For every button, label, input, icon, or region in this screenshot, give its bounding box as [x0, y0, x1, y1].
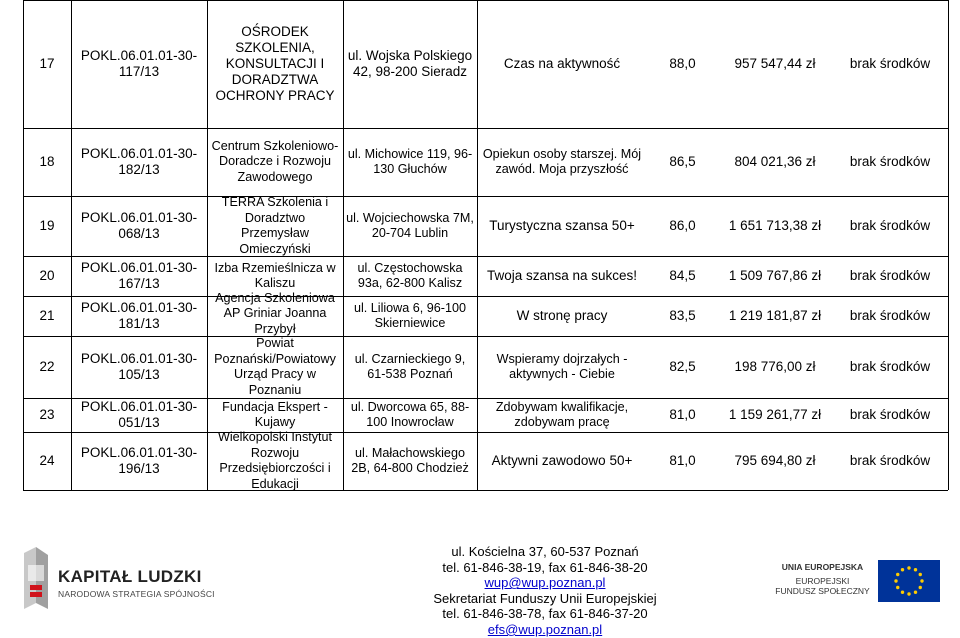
project-title: Turystyczna szansa 50+ — [489, 218, 635, 233]
organization-name: TERRA Szkolenia i Doradztwo Przemysław Omieczyński — [221, 195, 329, 256]
amount: 795 694,80 zł — [734, 453, 816, 468]
amount: 1 219 181,87 zł — [728, 308, 822, 323]
footer-secretariat-phone: tel. 61-846-38-78, fax 61-846-37-20 — [442, 606, 648, 622]
organization-name: Centrum Szkoleniowo-Doradcze i Rozwoju Zawodowego — [211, 138, 339, 184]
row-number: 18 — [39, 154, 55, 169]
status: brak środków — [849, 154, 931, 169]
application-code: POKL.06.01.01-30-117/13 — [80, 48, 198, 79]
application-code: POKL.06.01.01-30-068/13 — [80, 210, 198, 241]
status: brak środków — [849, 453, 931, 468]
eu-star-icon — [894, 579, 897, 582]
footer-address: ul. Kościelna 37, 60-537 Poznań — [451, 544, 639, 559]
row-number: 19 — [39, 218, 55, 233]
organization-name: Wielkopolski Instytut Rozwoju Przedsiębiorczości i Edukacji — [217, 430, 333, 491]
kapital-ludzki-subtitle: NARODOWA STRATEGIA SPÓJNOŚCI — [58, 589, 215, 599]
status: brak środków — [849, 359, 931, 374]
row-number: 21 — [39, 308, 55, 323]
footer-email-wup-link[interactable]: wup@wup.poznan.pl — [484, 575, 606, 591]
eu-flag-icon — [878, 560, 940, 602]
application-code: POKL.06.01.01-30-196/13 — [80, 445, 198, 476]
status: brak środków — [849, 268, 931, 283]
eu-star-icon — [901, 568, 904, 571]
organization-address: ul. Czarnieckiego 9, 61-538 Poznań — [354, 351, 466, 381]
application-code: POKL.06.01.01-30-182/13 — [80, 146, 198, 177]
organization-name: Izba Rzemieślnicza w Kaliszu — [214, 260, 336, 290]
organization-name: Fundacja Ekspert - Kujawy — [222, 399, 328, 429]
score: 84,5 — [669, 268, 696, 283]
footer-email-efs-link[interactable]: efs@wup.poznan.pl — [487, 621, 603, 637]
score: 86,0 — [669, 218, 696, 233]
eu-star-icon — [896, 586, 899, 589]
application-code: POKL.06.01.01-30-181/13 — [80, 300, 198, 331]
application-code: POKL.06.01.01-30-105/13 — [80, 351, 198, 382]
project-title: Opiekun osoby starszej. Mój zawód. Moja przyszłość — [482, 146, 642, 176]
row-number: 17 — [39, 56, 55, 71]
eu-star-icon — [907, 566, 910, 569]
row-number: 20 — [39, 268, 55, 283]
row-divider — [23, 490, 948, 491]
kapital-ludzki-logo — [22, 545, 222, 617]
eu-star-icon — [914, 568, 917, 571]
project-title: Twoja szansa na sukces! — [486, 268, 638, 283]
eu-star-icon — [920, 579, 923, 582]
organization-address: ul. Wojska Polskiego 42, 98-200 Sieradz — [347, 48, 473, 79]
eu-star-icon — [896, 573, 899, 576]
eu-star-icon — [919, 573, 922, 576]
status: brak środków — [849, 308, 931, 323]
footer-contact — [360, 544, 730, 638]
organization-address: ul. Dworcowa 65, 88-100 Inowrocław — [350, 399, 470, 429]
project-title: Zdobywam kwalifikacje, zdobywam pracę — [495, 399, 629, 429]
eu-star-icon — [901, 591, 904, 594]
eu-star-icon — [907, 592, 910, 595]
eu-star-icon — [919, 586, 922, 589]
amount: 1 159 261,77 zł — [728, 407, 822, 422]
application-code: POKL.06.01.01-30-167/13 — [80, 260, 198, 291]
amount: 1 651 713,38 zł — [728, 218, 822, 233]
status: brak środków — [849, 56, 931, 71]
amount: 804 021,36 zł — [734, 154, 816, 169]
row-number: 22 — [39, 359, 55, 374]
organization-name: Powiat Poznański/Powiatowy Urząd Pracy w Poznaniu — [214, 336, 336, 397]
project-title: W stronę pracy — [516, 308, 608, 323]
organization-address: ul. Michowice 119, 96-130 Głuchów — [347, 146, 473, 176]
eu-logo — [770, 560, 945, 610]
eu-fund-line1: EUROPEJSKI — [795, 576, 850, 586]
eu-fund-line2: FUNDUSZ SPOŁECZNY — [775, 586, 870, 596]
amount: 198 776,00 zł — [734, 359, 816, 374]
project-title: Aktywni zawodowo 50+ — [491, 453, 633, 468]
project-title: Wspieramy dojrzałych - aktywnych - Ciebie — [496, 351, 628, 381]
eu-title: UNIA EUROPEJSKA — [781, 562, 864, 572]
col-divider — [948, 0, 949, 490]
footer-phone-fax: tel. 61-846-38-19, fax 61-846-38-20 — [442, 559, 648, 575]
footer-secretariat: Sekretariat Funduszy Unii Europejskiej — [433, 590, 657, 606]
kapital-ludzki-title: KAPITAŁ LUDZKI — [58, 567, 202, 586]
amount: 957 547,44 zł — [734, 56, 816, 71]
score: 82,5 — [669, 359, 696, 374]
kapital-ludzki-emblem-icon — [22, 545, 56, 617]
score: 81,0 — [669, 407, 696, 422]
organization-name: OŚRODEK SZKOLENIA, KONSULTACJI I DORADZTWA OCHRONY PRACY — [215, 24, 335, 103]
score: 83,5 — [669, 308, 696, 323]
organization-address: ul. Małachowskiego 2B, 64-800 Chodzież — [351, 445, 469, 475]
organization-address: ul. Liliowa 6, 96-100 Skierniewice — [353, 300, 466, 330]
organization-address: ul. Częstochowska 93a, 62-800 Kalisz — [357, 260, 463, 290]
organization-name: Agencja Szkoleniowa AP Griniar Joanna Przybył — [215, 290, 335, 336]
eu-star-icon — [914, 591, 917, 594]
score: 81,0 — [669, 453, 696, 468]
application-code: POKL.06.01.01-30-051/13 — [80, 399, 198, 430]
project-title: Czas na aktywność — [503, 56, 621, 71]
row-number: 23 — [39, 407, 55, 422]
status: brak środków — [849, 407, 931, 422]
score: 86,5 — [669, 154, 696, 169]
organization-address: ul. Wojciechowska 7M, 20-704 Lublin — [346, 210, 474, 240]
score: 88,0 — [669, 56, 696, 71]
row-number: 24 — [39, 453, 55, 468]
status: brak środków — [849, 218, 931, 233]
amount: 1 509 767,86 zł — [728, 268, 822, 283]
